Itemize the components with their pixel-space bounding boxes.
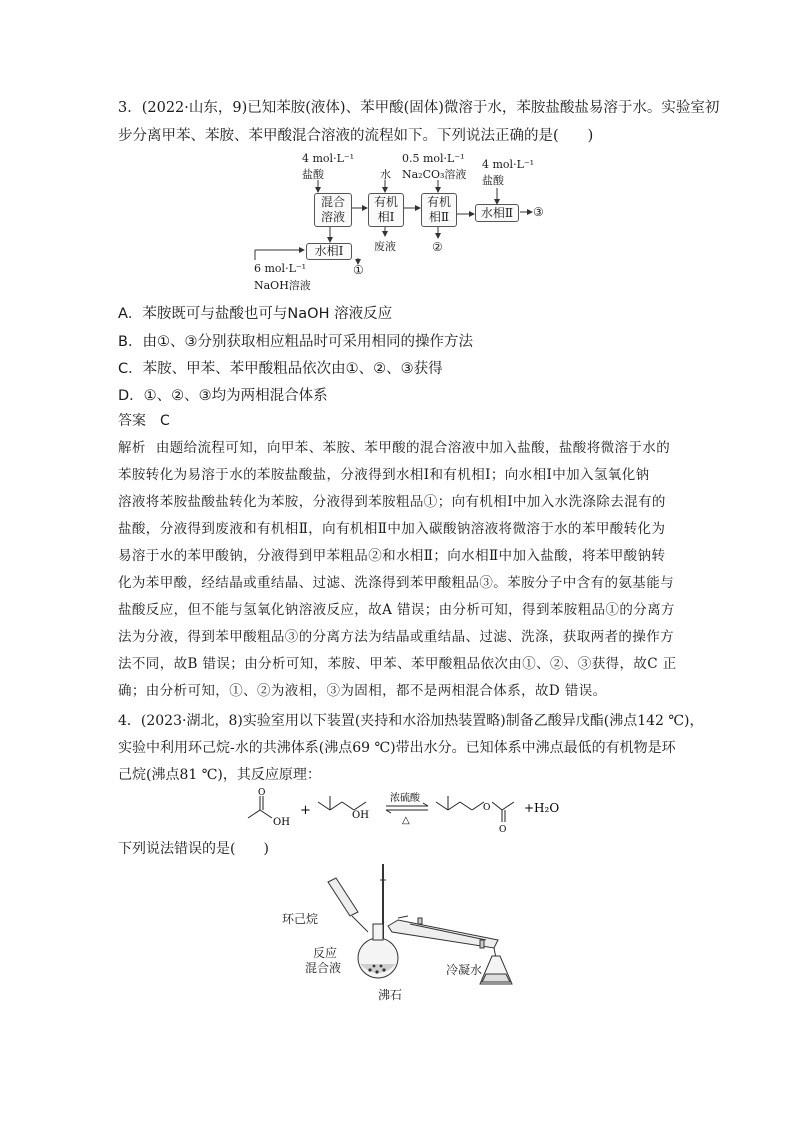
ester-oxygen: O (483, 803, 491, 813)
explanation-line-10: 确；由分析可知，①、②为液相，③为固相，都不是两相混合体系，故D 错误。 (118, 683, 607, 699)
alcohol-oh: OH (352, 810, 369, 821)
plus-sign: + (300, 803, 311, 818)
explanation-line-4: 盐酸，分液得到废液和有机相Ⅱ，向有机相Ⅱ中加入碳酸钠溶液将微溶于水的苯甲酸转化为 (118, 521, 666, 537)
apparatus-diagram (280, 860, 540, 1000)
q3-option-c: C．苯胺、甲苯、苯甲酸粗品依次由①、②、③获得 (118, 361, 443, 377)
reagent1-conc: 4 mol·L⁻¹ (302, 152, 355, 165)
answer-label: 答案 (118, 413, 146, 429)
product-2: ② (432, 240, 443, 254)
q3-option-b: B．由①、③分别获取相应粗品时可采用相同的操作方法 (118, 334, 473, 350)
condenser (388, 918, 498, 948)
explanation-line-2: 苯胺转化为易溶于水的苯胺盐酸盐，分液得到水相Ⅰ和有机相Ⅰ；向水相Ⅰ中加入氢氧化钠 (118, 467, 650, 483)
label-condenser-water: 冷凝水 (446, 963, 483, 977)
label-boiling-chips: 沸石 (378, 988, 403, 1002)
label-reaction-1: 反应 (313, 946, 338, 960)
q4-stem-line2: 实验中利用环己烷-水的共沸体系(沸点69 ℃)带出水分。已知体系中沸点最低的有机物是环 (118, 740, 676, 756)
naoh-name: NaOH溶液 (254, 279, 311, 292)
product-3: ③ (533, 205, 544, 219)
svg-text:O: O (499, 825, 507, 835)
explanation-label: 解析 (118, 440, 146, 456)
explanation-line-8: 法为分液，得到苯甲酸粗品③的分离方法为结晶或重结晶、过滤、洗涤，获取两者的操作方 (118, 629, 674, 645)
naoh-conc: 6 mol·L⁻¹ (254, 262, 307, 275)
reagent2-water: 水 (380, 168, 391, 181)
label-reaction-2: 混合液 (305, 961, 342, 975)
explanation-line-3: 溶液将苯胺盐酸盐转化为苯胺，分液得到苯胺粗品①；向有机相Ⅰ中加入水洗涤除去混有的 (118, 494, 666, 510)
explanation-line-9: 法不同，故B 错误；由分析可知，苯胺、甲苯、苯甲酸粗品依次由①、②、③获得，故C 正 (118, 656, 677, 672)
product-1: ① (353, 263, 364, 277)
q4-stem-line1: 4．(2023·湖北，8)实验室用以下装置(夹持和水浴加热装置略)制备乙酸异戊酯(沸点142 ℃)， (118, 713, 704, 729)
box-organic-phase-1: 有机 相Ⅰ (368, 193, 404, 227)
reagent4-conc: 4 mol·L⁻¹ (482, 158, 535, 171)
explanation-line-6: 化为苯甲酸，经结晶或重结晶、过滤、洗涤得到苯甲酸粗品③。苯胺分子中含有的氨基能与 (118, 575, 674, 591)
reaction-equation (240, 788, 580, 838)
q3-stem-line1: 3．(2022·山东，9)已知苯胺(液体)、苯甲酸(固体)微溶于水，苯胺盐酸盐易溶于水。实验室初 (118, 100, 720, 116)
box-aqueous-phase-2: 水相Ⅱ (475, 204, 519, 222)
q3-answer (118, 410, 170, 430)
box-aqueous-phase-1: 水相Ⅰ (306, 243, 352, 260)
q4-stem-line3: 己烷(沸点81 ℃)，其反应原理： (118, 767, 321, 783)
catalyst-label: 浓硫酸 (390, 793, 420, 804)
q3-stem-line2: 步分离甲苯、苯胺、苯甲酸混合溶液的流程如下。下列说法正确的是( ) (118, 128, 594, 144)
reagent3-name: Na₂CO₃溶液 (402, 168, 467, 181)
q3-option-a: A．苯胺既可与盐酸也可与NaOH 溶液反应 (118, 306, 393, 322)
q3-option-d: D．①、②、③均为两相混合体系 (118, 388, 328, 404)
q4-question: 下列说法错误的是( ) (118, 841, 269, 857)
explanation-line-7: 盐酸反应，但不能与氢氧化钠溶液反应，故A 错误；由分析可知，得到苯胺粗品①的分离方 (118, 602, 675, 618)
svg-text:O: O (258, 788, 266, 798)
answer-value: C (160, 413, 170, 429)
explanation-line-1: 解析 由题给流程可知，向甲苯、苯胺、苯甲酸的混合溶液中加入盐酸，盐酸将微溶于水的 (118, 440, 671, 456)
acetic-acid-oh: OH (273, 817, 290, 828)
reagent4-name: 盐酸 (482, 174, 504, 187)
explanation-line-5: 易溶于水的苯甲酸钠，分液得到甲苯粗品②和水相Ⅱ；向水相Ⅱ中加入盐酸，将苯甲酸钠转 (118, 548, 666, 564)
waste-liquid: 废液 (374, 240, 396, 253)
box-mixed-solution: 混合 溶液 (314, 193, 352, 227)
ester-structure (436, 796, 514, 822)
isopentyl-alcohol-structure (318, 796, 366, 810)
heat-symbol: △ (402, 815, 410, 826)
reagent3-conc: 0.5 mol·L⁻¹ (402, 152, 465, 165)
water-product: +H₂O (524, 801, 560, 815)
receiving-flask (480, 948, 512, 984)
reagent1-name: 盐酸 (302, 168, 324, 181)
box-organic-phase-2: 有机 相Ⅱ (421, 193, 457, 227)
acetic-acid-structure (248, 796, 272, 818)
label-cyclohexane: 环己烷 (282, 912, 319, 926)
dropping-funnel (328, 878, 368, 932)
